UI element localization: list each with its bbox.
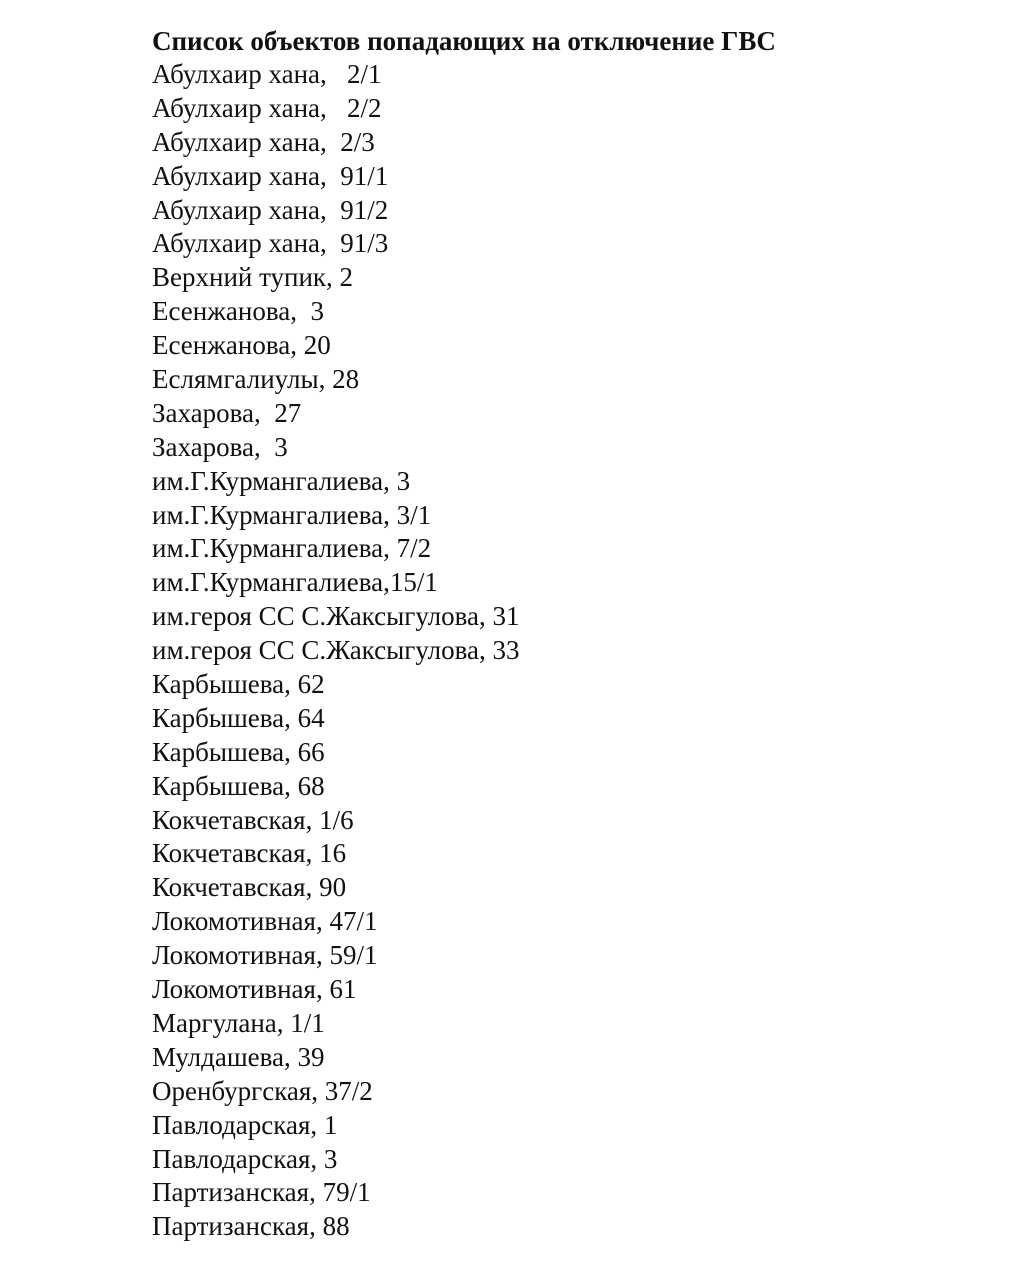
list-item: Мулдашева, 39	[152, 1041, 325, 1072]
list-item: им.Г.Курмангалиева, 7/2	[152, 533, 432, 564]
list-item: Партизанская, 88	[152, 1211, 350, 1242]
list-item: Маргулана, 1/1	[152, 1007, 325, 1038]
list-item: Еслямгалиулы, 28	[152, 364, 360, 395]
list-item: Абулхаир хана, 2/2	[152, 92, 382, 123]
list-item: им.героя СС С.Жаксыгулова, 33	[152, 635, 520, 666]
list-item: Карбышева, 66	[152, 736, 325, 767]
address-list	[152, 58, 992, 1244]
list-item: им.героя СС С.Жаксыгулова, 31	[152, 601, 520, 632]
list-item: им.Г.Курмангалиева, 3	[152, 465, 411, 496]
list-item: Верхний тупик, 2	[152, 262, 354, 293]
list-item: Есенжанова, 3	[152, 296, 324, 327]
document-title: Список объектов попадающих на отключение ГВС	[152, 26, 776, 56]
list-item: Захарова, 3	[152, 431, 288, 462]
list-item: Карбышева, 64	[152, 702, 325, 733]
list-item: Карбышева, 68	[152, 770, 325, 801]
list-item: Есенжанова, 20	[152, 330, 331, 361]
list-item: Партизанская, 79/1	[152, 1177, 371, 1208]
list-item: Кокчетавская, 1/6	[152, 804, 354, 835]
list-item: им.Г.Курмангалиева,15/1	[152, 567, 438, 598]
list-item: Локомотивная, 61	[152, 974, 357, 1005]
list-item: Захарова, 27	[152, 397, 302, 428]
list-item: Кокчетавская, 16	[152, 838, 347, 869]
list-item: Абулхаир хана, 2/1	[152, 59, 382, 89]
list-item: Павлодарская, 1	[152, 1109, 338, 1140]
list-item: Абулхаир хана, 91/1	[152, 160, 389, 191]
list-item: Оренбургская, 37/2	[152, 1075, 373, 1106]
list-item: Павлодарская, 3	[152, 1143, 338, 1174]
list-item: Локомотивная, 47/1	[152, 906, 378, 937]
list-item: Локомотивная, 59/1	[152, 940, 378, 971]
list-item: Абулхаир хана, 91/2	[152, 194, 389, 225]
list-item: Кокчетавская, 90	[152, 872, 347, 903]
list-item: им.Г.Курмангалиева, 3/1	[152, 499, 432, 530]
list-item: Карбышева, 62	[152, 669, 325, 700]
list-item: Абулхаир хана, 2/3	[152, 126, 375, 157]
document-page	[152, 24, 992, 1244]
list-item: Абулхаир хана, 91/3	[152, 228, 389, 259]
